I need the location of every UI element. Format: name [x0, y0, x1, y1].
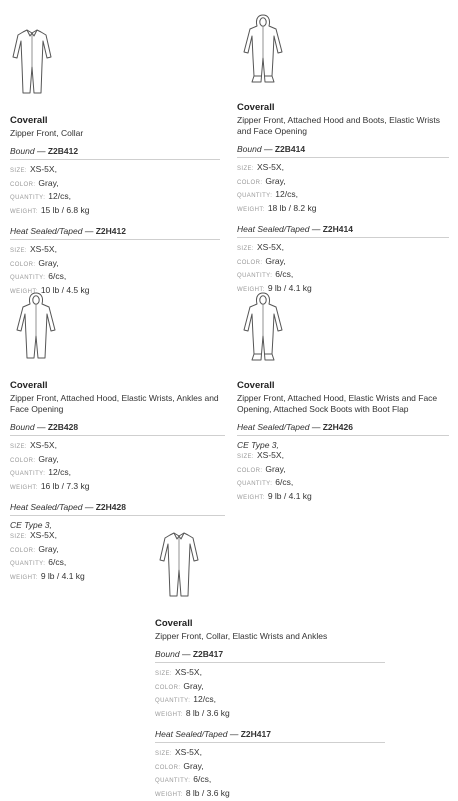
- product-description: Zipper Front, Attached Hood, Elastic Wrists, Ankles and Face Opening: [10, 393, 225, 415]
- product-title: Coverall: [10, 380, 225, 392]
- coverall-collar-elastic-icon: [157, 530, 201, 602]
- variant-heading: Heat Sealed/Taped — Z2H417: [155, 729, 385, 743]
- spec-quantity: QUANTITY: 12/cs,: [155, 694, 385, 708]
- spec-weight: WEIGHT: 9 lb / 4.1 kg: [237, 491, 449, 505]
- spec-quantity: QUANTITY: 6/cs,: [237, 269, 449, 283]
- spec-quantity: QUANTITY: 6/cs,: [10, 557, 225, 571]
- spec-size: SIZE: XS-5X,: [10, 164, 220, 178]
- product-code: Z2H428: [96, 502, 126, 512]
- coverall-hood-boots-icon: [241, 14, 285, 86]
- spec-size: SIZE: XS-5X,: [10, 530, 225, 544]
- product-card: [237, 14, 449, 296]
- product-title: Coverall: [237, 380, 449, 392]
- spec-weight: WEIGHT: 8 lb / 3.6 kg: [155, 708, 385, 722]
- product-code: Z2B417: [193, 649, 223, 659]
- spec-size: SIZE: XS-5X,: [237, 162, 449, 176]
- variant-heading: Bound — Z2B417: [155, 649, 385, 663]
- spec-color: COLOR: Gray,: [237, 176, 449, 190]
- spec-color: COLOR: Gray,: [10, 544, 225, 558]
- product-code: Z2B414: [275, 144, 305, 154]
- variant-heading: Heat Sealed/Taped — Z2H426: [237, 422, 449, 436]
- spec-weight: WEIGHT: 9 lb / 4.1 kg: [10, 571, 225, 585]
- spec-color: COLOR: Gray,: [10, 258, 220, 272]
- product-description: Zipper Front, Collar: [10, 128, 220, 139]
- product-code: Z2H414: [323, 224, 353, 234]
- spec-quantity: QUANTITY: 6/cs,: [155, 774, 385, 788]
- spec-quantity: QUANTITY: 6/cs,: [237, 477, 449, 491]
- product-code: Z2H426: [323, 422, 353, 432]
- coverall-hood-icon: [14, 292, 58, 364]
- product-title: Coverall: [10, 115, 220, 127]
- product-description: Zipper Front, Attached Hood, Elastic Wrists and Face Opening, Attached Sock Boots with Boot Flap: [237, 393, 449, 415]
- spec-color: COLOR: Gray,: [10, 178, 220, 192]
- spec-color: COLOR: Gray,: [237, 256, 449, 270]
- spec-weight: WEIGHT: 16 lb / 7.3 kg: [10, 481, 225, 495]
- spec-quantity: QUANTITY: 12/cs,: [237, 189, 449, 203]
- spec-size: SIZE: XS-5X,: [10, 440, 225, 454]
- product-description: Zipper Front, Attached Hood and Boots, Elastic Wrists and Face Opening: [237, 115, 449, 137]
- product-description: Zipper Front, Collar, Elastic Wrists and Ankles: [155, 631, 385, 642]
- product-card: [237, 292, 449, 504]
- spec-size: SIZE: XS-5X,: [10, 244, 220, 258]
- spec-color: COLOR: Gray,: [237, 464, 449, 478]
- product-title: Coverall: [237, 102, 449, 114]
- spec-quantity: QUANTITY: 6/cs,: [10, 271, 220, 285]
- spec-color: COLOR: Gray,: [155, 681, 385, 695]
- product-code: Z2B412: [48, 146, 78, 156]
- product-code: Z2B428: [48, 422, 78, 432]
- product-card: [155, 530, 385, 801]
- spec-size: SIZE: XS-5X,: [155, 667, 385, 681]
- variant-heading: Bound — Z2B412: [10, 146, 220, 160]
- spec-size: SIZE: XS-5X,: [237, 242, 449, 256]
- product-card: [10, 27, 220, 298]
- spec-quantity: QUANTITY: 12/cs,: [10, 467, 225, 481]
- spec-color: COLOR: Gray,: [155, 761, 385, 775]
- spec-weight: WEIGHT: 8 lb / 3.6 kg: [155, 788, 385, 801]
- product-code: Z2H412: [96, 226, 126, 236]
- product-code: Z2H417: [241, 729, 271, 739]
- spec-weight: WEIGHT: 18 lb / 8.2 kg: [237, 203, 449, 217]
- spec-color: COLOR: Gray,: [10, 454, 225, 468]
- coverall-hood-sock-boots-icon: [241, 292, 285, 364]
- spec-weight: WEIGHT: 10 lb / 4.5 kg: [10, 285, 220, 299]
- spec-size: SIZE: XS-5X,: [155, 747, 385, 761]
- variant-heading: Heat Sealed/Taped — Z2H412: [10, 226, 220, 240]
- spec-weight: WEIGHT: 9 lb / 4.1 kg: [237, 283, 449, 297]
- spec-weight: WEIGHT: 15 lb / 6.8 kg: [10, 205, 220, 219]
- spec-quantity: QUANTITY: 12/cs,: [10, 191, 220, 205]
- ce-type-label: CE Type 3,: [10, 520, 225, 530]
- product-title: Coverall: [155, 618, 385, 630]
- variant-heading: Heat Sealed/Taped — Z2H428: [10, 502, 225, 516]
- spec-size: SIZE: XS-5X,: [237, 450, 449, 464]
- variant-heading: Bound — Z2B414: [237, 144, 449, 158]
- variant-heading: Heat Sealed/Taped — Z2H414: [237, 224, 449, 238]
- coverall-collar-icon: [10, 27, 54, 99]
- variant-heading: Bound — Z2B428: [10, 422, 225, 436]
- ce-type-label: CE Type 3,: [237, 440, 449, 450]
